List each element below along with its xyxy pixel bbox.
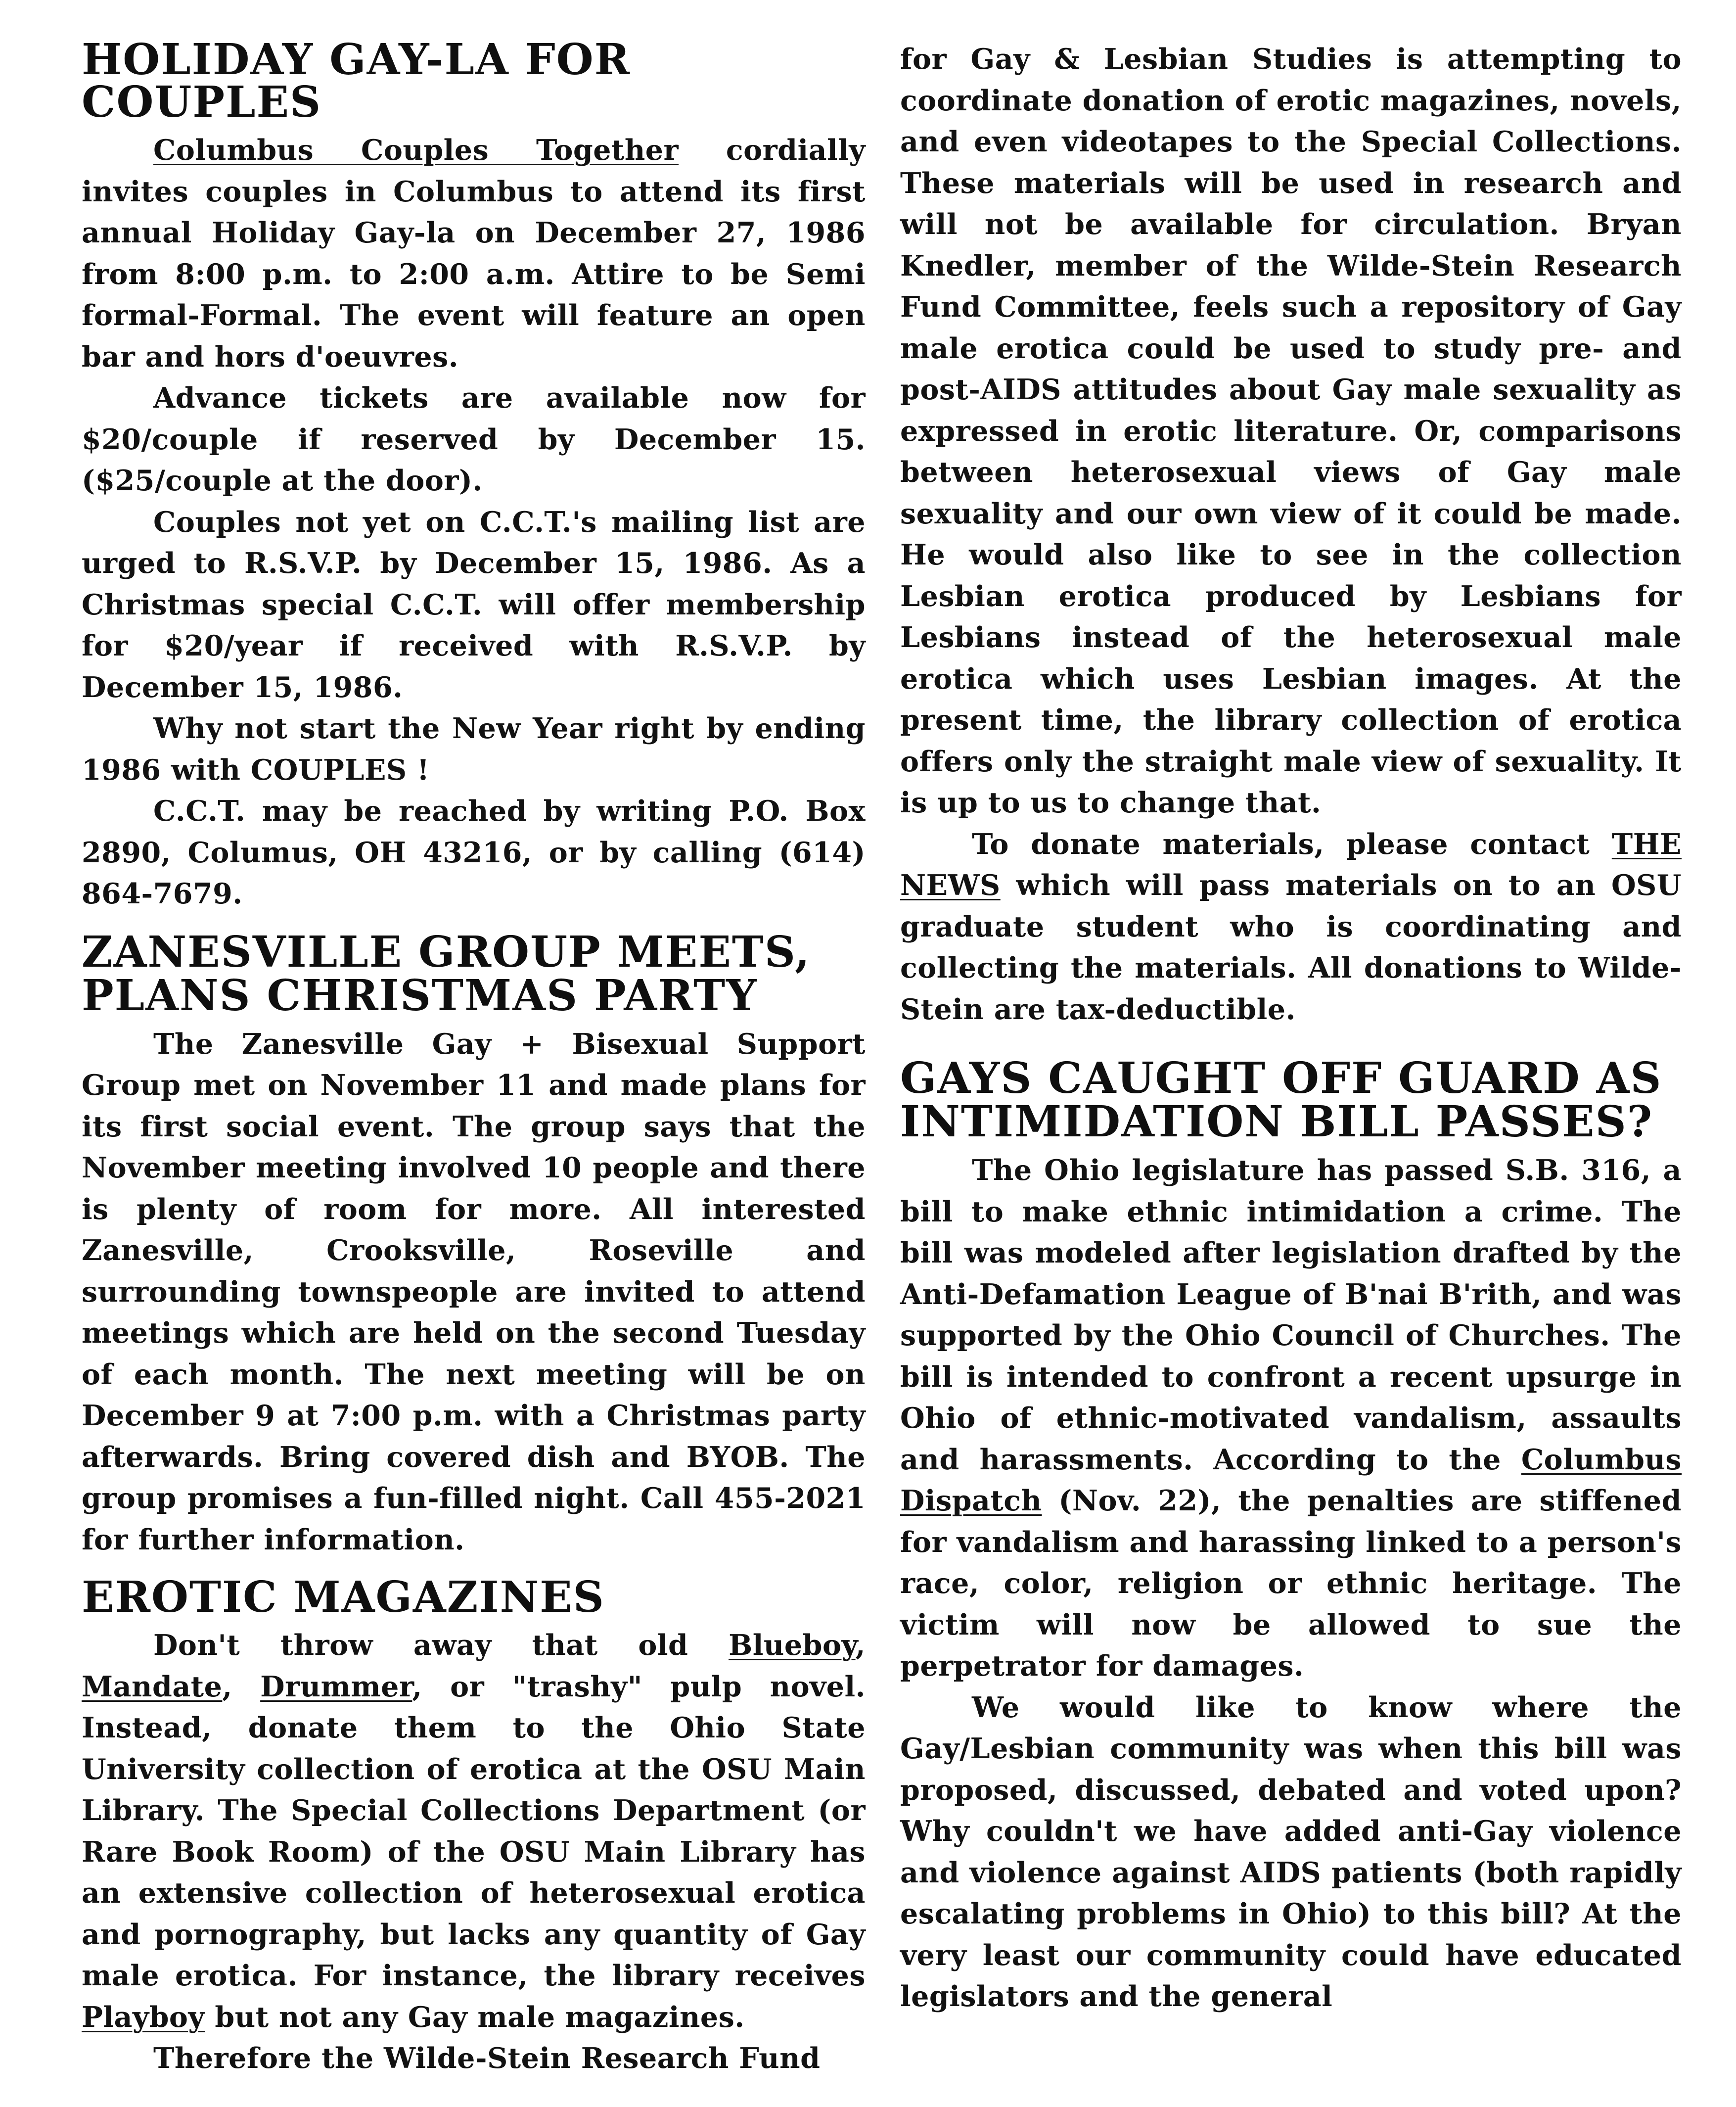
newspaper-name-columbus-dispatch: Columbus Dispatch xyxy=(900,1443,1682,1517)
intimidation-paragraph-1: The Ohio legislature has passed S.B. 316, a bill to make ethnic intimidation a crime. The bill was modeled after legislation drafted by the Anti-Defamation League of B'nai B'rith, and was supported by the Ohio Council of Churches. The bill is intended to confront a recent upsurge in Ohio of ethnic-motivated vandalism, assaults and harassments. According to the Columbus Dispatch (Nov. 22), the penalties are stiffened for vandalism and harassing linked to a person's race, color, religion or ethnic heritage. The victim will now be allowed to sue the perpetrator for damages. xyxy=(900,1154,1682,1683)
magazine-title-playboy: Playboy xyxy=(82,2000,205,2034)
headline-intimidation-bill: GAYS CAUGHT OFF GUARD AS INTIMIDATION BILL PASSES? xyxy=(900,1053,1662,1147)
publication-name-the-news: THE NEWS xyxy=(900,827,1682,902)
headline-erotic-magazines: EROTIC MAGAZINES xyxy=(82,1572,605,1622)
holiday-paragraph-4: Why not start the New Year right by ending 1986 with COUPLES ! xyxy=(82,712,866,787)
erotic-paragraph-3: To donate materials, please contact THE NEWS which will pass materials on to an OSU graduate student who is coordinating and collecting the materials. All donations to Wilde-Stein are tax-deductible. xyxy=(900,827,1682,1026)
magazine-title-mandate: Mandate xyxy=(82,1670,223,1703)
holiday-paragraph-3: Couples not yet on C.C.T.'s mailing list are urged to R.S.V.P. by December 15, 1986. As a Christmas special C.C.T. will offer membership for $20/year if received with R.S.V.P. by December 15, 1986. xyxy=(82,505,866,704)
headline-holiday-gayla: HOLIDAY GAY-LA FOR COUPLES xyxy=(82,35,631,127)
article-erotic-magazines-continued xyxy=(900,39,1682,1030)
left-column xyxy=(82,35,866,2079)
zanesville-paragraph-1: The Zanesville Gay + Bisexual Support Group met on November 11 and made plans for its first social event. The group says that the November meeting involved 10 people and there is plenty of room for more. All interested Zanesville, Crooksville, Roseville and surrounding townspeople are invited to attend meetings which are held on the second Tuesday of each month. The next meeting will be on December 9 at 7:00 p.m. with a Christmas party afterwards. Bring covered dish and BYOB. The group promises a fun-filled night. Call 455-2021 for further information. xyxy=(82,1027,866,1556)
intimidation-paragraph-2: We would like to know where the Gay/Lesbian community was when this bill was proposed, discussed, debated and voted upon? Why couldn't we have added anti-Gay violence and violence against AIDS patients (both rapidly escalating problems in Ohio) to this bill? At the very least our community could have educated legislators and the general xyxy=(900,1690,1682,2013)
org-name-columbus-couples-together: Columbus Couples Together xyxy=(153,134,679,167)
article-zanesville-group xyxy=(82,927,866,1561)
headline-zanesville: ZANESVILLE GROUP MEETS, PLANS CHRISTMAS PARTY xyxy=(82,927,811,1021)
magazine-title-drummer: Drummer xyxy=(260,1670,412,1703)
erotic-paragraph-2-continued: for Gay & Lesbian Studies is attempting to coordinate donation of erotic magazines, novels, and even videotapes to the Special Collections. These materials will be used in research and will not be available for circulation. Bryan Knedler, member of the Wilde-Stein Research Fund Committee, feels such a repository of Gay male erotica could be used to study pre- and post-AIDS attitudes about Gay male sexuality as expressed in erotic literature. Or, comparisons between heterosexual views of Gay male sexuality and our own view of it could be made. He would also like to see in the collection Lesbian erotica produced by Lesbians for Lesbians instead of the heterosexual male erotica which uses Lesbian images. At the present time, the library collection of erotica offers only the straight male view of sexuality. It is up to us to change that. xyxy=(900,43,1682,819)
right-column xyxy=(900,39,1682,2017)
article-holiday-gayla xyxy=(82,35,866,915)
erotic-paragraph-1: Don't throw away that old Blueboy, Mandate, Drummer, or "trashy" pulp novel. Instead, donate them to the Ohio State University collection of erotica at the OSU Main Library. The Special Collections Department (or Rare Book Room) of the OSU Main Library has an extensive collection of heterosexual erotica and pornography, but lacks any quantity of Gay male erotica. For instance, the library receives Playboy but not any Gay male magazines. xyxy=(82,1629,866,2034)
holiday-paragraph-5: C.C.T. may be reached by writing P.O. Box 2890, Columus, OH 43216, or by calling (614) 864-7679. xyxy=(82,795,866,910)
holiday-paragraph-2: Advance tickets are available now for $20/couple if reserved by December 15. ($25/couple at the door). xyxy=(82,381,866,497)
article-intimidation-bill xyxy=(900,1053,1682,2017)
magazine-title-blueboy: Blueboy xyxy=(729,1629,856,1662)
erotic-paragraph-2-start: Therefore the Wilde-Stein Research Fund xyxy=(153,2042,821,2075)
holiday-paragraph-1: Columbus Couples Together cordially invites couples in Columbus to attend its first annual Holiday Gay-la on December 27, 1986 from 8:00 p.m. to 2:00 a.m. Attire to be Semi formal-Formal. The event will feature an open bar and hors d'oeuvres. xyxy=(82,134,866,374)
article-erotic-magazines xyxy=(82,1572,866,2079)
